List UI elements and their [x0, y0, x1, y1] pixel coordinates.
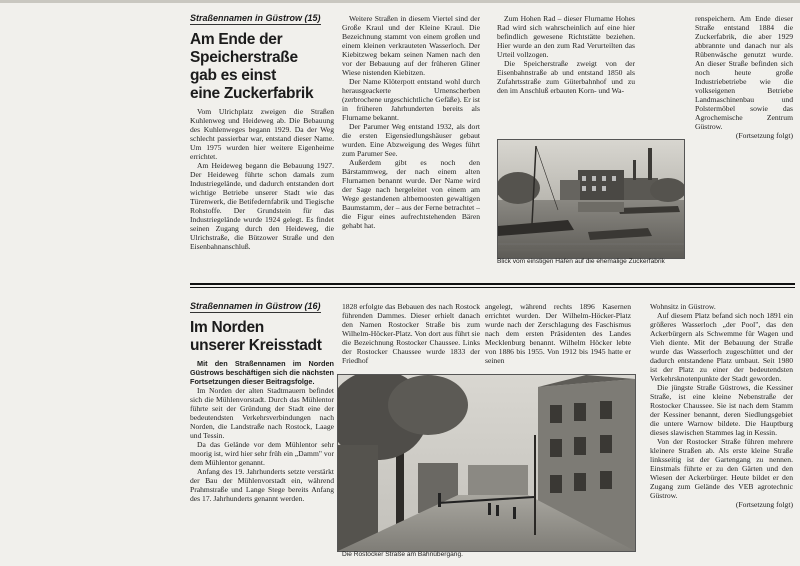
article1-paragraph: Der Parumer Weg entstand 1932, als dort die ersten Eigensiedlungshäuser gebaut wurden. Eine Abzweigung des Weges führt zum Parumer See.	[342, 122, 480, 158]
rostocker-strasse-photo	[337, 374, 636, 552]
street-scene-illustration	[338, 375, 635, 551]
article-zuckerfabrik	[190, 14, 795, 277]
article1-headline-line: eine Zuckerfabrik	[190, 85, 314, 102]
article1-continued-note: (Fortsetzung folgt)	[735, 131, 793, 140]
article1-paragraph: Der Name Klöterpott entstand wohl durch herausgeackerte Urnenscherben (zerbrochene urgeschichtliche Gefäße). Er ist in früheren Jahrhunderten bereits als Flurname bekannt.	[342, 77, 480, 122]
article1-paragraph: Am Heideweg begann die Bebauung 1927. Der Heideweg führte schon damals zum Industriegelände, und dadurch entstanden dort wichtige Betriebe unserer Stadt wie das Türenwerk, die Betifedernfabrik und Tiegische Rohstoffe. Der Grundstein für das Industriegelände wurde 1924 gelegt. Es findet seinen Zugang durch den Heideweg, die Ulrichstraße, die Bützower Straße und den Eisenbahnanschluß.	[190, 161, 334, 251]
article2-paragraph: 1828 erfolgte das Bebauen des nach Rostock führenden Dammes. Dieser erhielt danach den Namen Rostocker Straße bis zum Wilhelm-Höcker-Platz. Von dort aus führt sie die Bezeichnung Rostocker Chaussee. Links der Rostocker Chaussee wurde 1833 der Friedhof	[342, 302, 480, 365]
article2-column-3	[485, 302, 631, 382]
article2-column-1	[190, 302, 334, 564]
harbour-photo-caption: Blick vom einstigen Hafen auf die ehemalige Zuckerfabrik	[497, 258, 665, 265]
article2-paragraph: Wohnsitz in Güstrow.	[650, 302, 716, 311]
article1-paragraph: Zum Hohen Rad – dieser Flurname Hohes Rad wird sich wahrscheinlich auf eine hier befindlich gewesene Richtstätte beziehen. Hier wurde an den zum Rad Verurteilten das Urteil vollzogen.	[497, 14, 635, 59]
article1-column-2	[342, 14, 480, 276]
harbour-factory-photo	[497, 139, 685, 259]
article1-headline-line: Speicherstraße	[190, 49, 298, 66]
article1-column-4	[695, 14, 793, 144]
article2-paragraph: Auf diesem Platz befand sich noch 1891 ein größeres Wasserloch „der Pool", das den Ackerbürgern als Schwemme für Wagen und Vieh diente. Mit der Bebauung der Straße wurde das Wasserloch zugeschüttet und der dadurch entstandene Platz umbaut. Seit 1980 ist der Platz zu einer der bedeutendsten Verkehrsknotenpunkte der Stadt geworden.	[650, 311, 793, 383]
article2-headline-line: unserer Kreisstadt	[190, 337, 322, 354]
harbour-factory-illustration	[498, 140, 684, 258]
article1-paragraph: Außerdem gibt es noch den Bärstammweg, der nach einem alten Flurnamen benannt wurde. Der Name wird der Sage nach hergeleitet von einem am Wege gestandenen altbemoosten gewaltigen Baumstamm, der – aus der Ferne betrachtet – die Figur eines aufrechtstehenden Bären gehabt hat.	[342, 158, 480, 230]
article2-headline	[190, 319, 334, 355]
article2-paragraph: Die jüngste Straße Güstrows, die Kessiner Straße, ist eine kleine Nebenstraße der Rostocker Chaussee. Sie ist nach dem Stamm der Kessiner benannt, deren Siedlungsgebiet die untere Warnow bildete. Die Hauptburg dieses slawischen Stammes lag in Kessin.	[650, 383, 793, 437]
article1-headline-line: Am Ende der	[190, 31, 283, 48]
article-divider	[190, 283, 795, 288]
article1-column-3	[497, 14, 635, 154]
article2-paragraph: Von der Rostocker Straße führen mehrere kleinere Straßen ab. Als erste kleine Straße linksseitig ist der Gartengang zu nennen. Einstmals führte er zu den Gärten und den Wiesen der Ackerbürger. Heute bildet er den Zugang zum Gelände des VEB agrotechnic Güstrow.	[650, 437, 793, 500]
article2-column-2	[342, 302, 480, 382]
article1-paragraph: Weitere Straßen in diesem Viertel sind der Große Kraul und der Kleine Kraul. Die Bezeichnung stammt von einem großen und einem kleinen verkrauteten Wasserloch. Der Kiebitzweg bekam seinen Namen nach den vor der Bebauung auf der früheren Gliner Wiese nistenden Kiebitzen.	[342, 14, 480, 77]
article1-paragraph: renspeichern. Am Ende dieser Straße entstand 1884 die Zuckerfabrik, die aber 1929 abbrannte und danach nur als Rübenwäsche genutzt wurde. An dieser Straße befinden sich noch heute große Industriebetriebe wie die volkseigenen Betriebe Landmaschinenbau und Polstermöbel sowie das Agrochemische Zentrum Güstrow.	[695, 14, 793, 131]
article1-column-1	[190, 14, 334, 276]
article2-paragraph: Anfang des 19. Jahrhunderts setzte verstärkt der Bau der Mühlenvorstadt ein, während Prahmstraße und Lange Stege bereits Anfang des 17. Jahrhunderts genannt werden.	[190, 467, 334, 503]
article1-headline-line: gab es einst	[190, 67, 276, 84]
article2-column-4	[650, 302, 793, 564]
article1-paragraph: Vom Ulrichplatz zweigen die Straßen Kuhlenweg und Heideweg ab. Die Bebauung des Kuhlenweges begann 1929. Da der Weg schlecht passierbar war, entstand dieser Name. Um 1975 wurden hier weitere Eigenheime errichtet.	[190, 107, 334, 161]
article2-continued-note: (Fortsetzung folgt)	[735, 500, 793, 509]
article2-series-label: Straßennamen in Güstrow (16)	[190, 302, 321, 311]
article1-headline	[190, 31, 334, 103]
article2-headline-line: Im Norden	[190, 319, 264, 336]
article2-paragraph: angelegt, während rechts 1896 Kasernen errichtet wurden. Der Wilhelm-Höcker-Platz wurde nach der Zerschlagung des Faschismus nach dem ersten Präsidenten des Landes Mecklenburg benannt. Wilhelm Höcker lebte von 1886 bis 1955. Von 1912 bis 1945 hatte er seinen	[485, 302, 631, 365]
article1-paragraph: Die Speicherstraße zweigt von der Eisenbahnstraße ab und entstand 1850 als Zufahrtsstraße zum Güterbahnhof und zu den im Anschluß erbauten Korn- und Wa-	[497, 59, 635, 95]
article2-paragraph: Da das Gelände vor dem Mühlentor sehr moorig ist, wird hier sehr früh ein „Damm" vor dem Mühlentor genannt.	[190, 440, 334, 467]
scan-shadow-top	[0, 0, 800, 3]
article2-lead: Mit den Straßennamen im Norden Güstrows beschäftigen sich die nächsten Fortsetzungen dieser Beitragsfolge.	[190, 359, 334, 386]
street-photo-caption: Die Rostocker Straße am Bahnübergang.	[342, 551, 463, 558]
article2-paragraph: Im Norden der alten Stadtmauern befindet sich die Mühlenvorstadt. Durch das Mühlentor führte seit der Gründung der Stadt eine der bedeutendsten Verkehrsverbindungen nach Norden, die Landstraße nach Rostock, Laage und Tessin.	[190, 386, 334, 440]
article1-series-label: Straßennamen in Güstrow (15)	[190, 14, 321, 23]
